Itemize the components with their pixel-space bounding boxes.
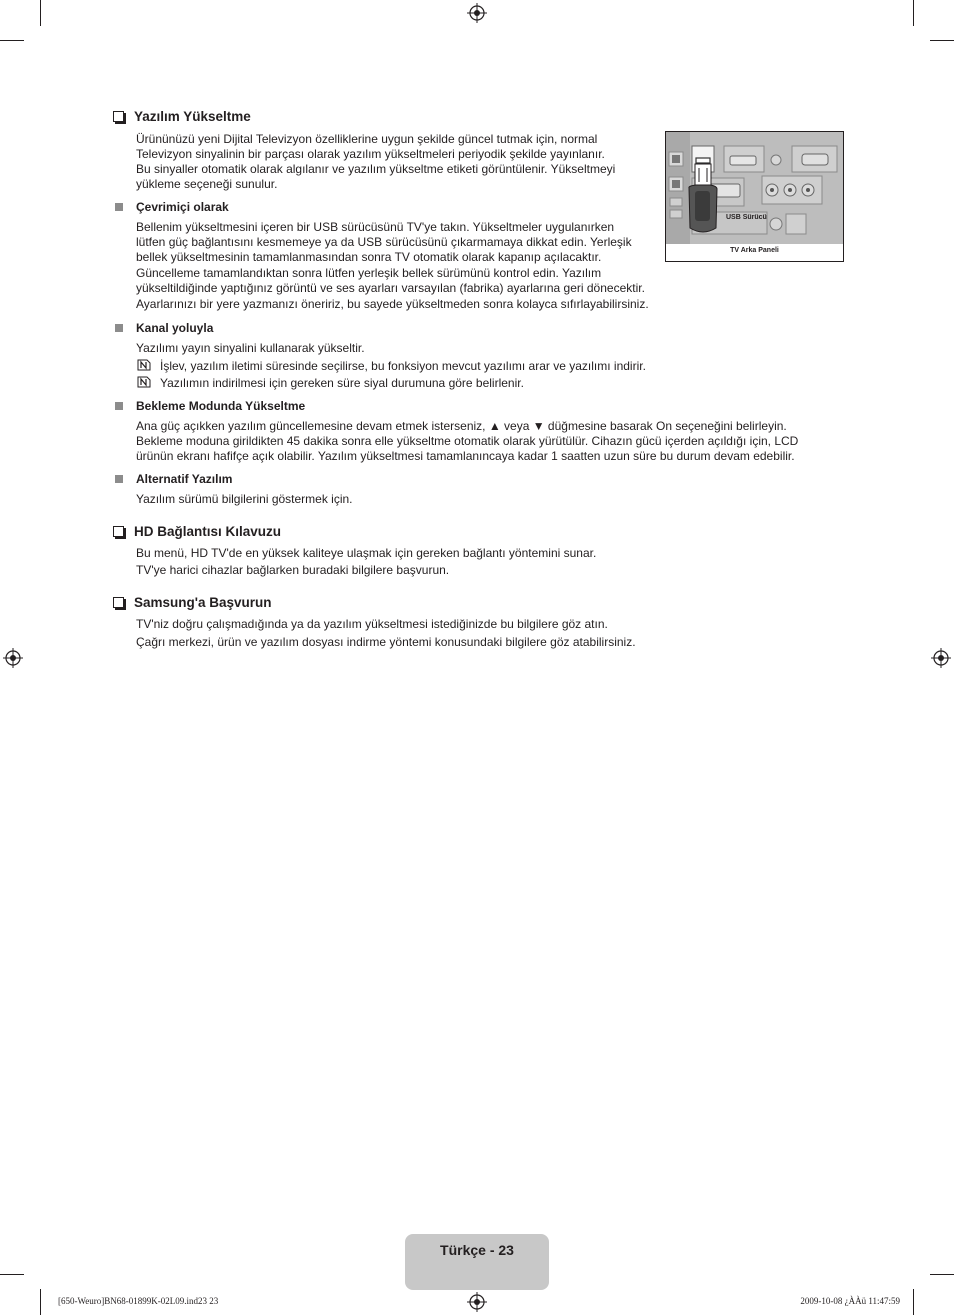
usb-drive-label: USB Sürücü xyxy=(726,214,767,221)
paragraph-line: Bekleme moduna girildikten 45 dakika sonra elle yükseltme otomatik olarak yürütülür. Cihazın gücü içerden açıldığı için, LCD xyxy=(136,434,799,448)
crop-mark xyxy=(0,40,24,41)
checkbox-bullet-icon xyxy=(113,111,124,122)
square-bullet-icon xyxy=(115,475,123,483)
tv-back-panel-figure xyxy=(665,131,844,262)
square-bullet-icon xyxy=(115,402,123,410)
print-slug-left: [650-Weuro]BN68-01899K-02L09.ind23 23 xyxy=(58,1296,219,1306)
paragraph-line: Bu sinyaller otomatik olarak algılanır ve yazılım yükseltme etiketi görüntülenir. Yükseltmeyi xyxy=(136,162,616,176)
crop-mark xyxy=(913,0,914,26)
paragraph-line: Çağrı merkezi, ürün ve yazılım dosyası indirme yöntemi konusundaki bilgilere göz atabilirsiniz. xyxy=(136,635,636,649)
paragraph-line: Yazılımı yayın sinyalini kullanarak yükseltir. xyxy=(136,341,365,355)
subheading-standby: Bekleme Modunda Yükseltme xyxy=(136,399,306,413)
checkbox-bullet-icon xyxy=(113,597,124,608)
section-heading-contact: Samsung'a Başvurun xyxy=(113,595,272,610)
paragraph-line: lütfen güç bağlantısını kesmemeye ya da USB sürücüsünü çıkarmamaya dikkat edin. Yerleşik xyxy=(136,235,632,249)
paragraph-line: Bellenim yükseltmesini içeren bir USB sürücüsünü TV'ye takın. Yükseltmeler uygulanırken xyxy=(136,220,615,234)
crop-mark xyxy=(40,1289,41,1315)
crop-mark xyxy=(930,40,954,41)
paragraph-line: yükseltildiğinde yaptığınız görüntü ve ses ayarları varsayılan (fabrika) ayarlarına geri dönecektir. xyxy=(136,281,645,295)
checkbox-bullet-icon xyxy=(113,526,124,537)
paragraph-line: Yazılım sürümü bilgilerini göstermek için. xyxy=(136,492,353,506)
paragraph-line: Ürününüzü yeni Dijital Televizyon özelliklerine uygun şekilde güncel tutmak için, normal xyxy=(136,132,598,146)
registration-mark-icon xyxy=(3,648,23,668)
note-icon xyxy=(137,376,151,388)
paragraph-line: Ana güç açıkken yazılım güncellemesine devam etmek isterseniz, ▲ veya ▼ düğmesine basarak On seçeneğini belirleyin. xyxy=(136,419,787,433)
tv-back-panel-illustration xyxy=(666,132,843,244)
paragraph-line: Televizyon sinyalinin bir parçası olarak yazılım yükseltmeleri periyodik şekilde yayınlanır. xyxy=(136,147,605,161)
section-heading-hd: HD Bağlantısı Kılavuzu xyxy=(113,524,281,539)
subheading-alternative: Alternatif Yazılım xyxy=(136,472,233,486)
section-heading-upgrade: Yazılım Yükseltme xyxy=(113,109,251,124)
paragraph-line: bellek yükseltmesinin tamamlanmasından sonra TV otomatik olarak kapanıp açılacaktır. xyxy=(136,250,602,264)
paragraph-line: Güncelleme tamamlandıktan sonra lütfen yerleşik bellek sürümünü kontrol edin. Yazılım xyxy=(136,266,602,280)
print-slug-right: 2009-10-08 ¿ÀÀü 11:47:59 xyxy=(800,1296,900,1306)
subheading-channel: Kanal yoluyla xyxy=(136,321,214,335)
crop-mark xyxy=(930,1274,954,1275)
registration-mark-icon xyxy=(467,1292,487,1312)
paragraph-line: ürünün ekranı hafifçe açık olabilir. Yazılım yükseltmesi tamamlanıncaya kadar 1 saatten uzun süre bu durum devam edebilir. xyxy=(136,449,795,463)
square-bullet-icon xyxy=(115,324,123,332)
note-line: İşlev, yazılım iletimi süresinde seçilirse, bu fonksiyon mevcut yazılımı arar ve yazılımı indirir. xyxy=(160,359,646,373)
crop-mark xyxy=(0,1274,24,1275)
subheading-online: Çevrimiçi olarak xyxy=(136,200,229,214)
crop-mark xyxy=(913,1289,914,1315)
note-line: Yazılımın indirilmesi için gereken süre siyal durumuna göre belirlenir. xyxy=(160,376,524,390)
note-icon xyxy=(137,359,151,371)
figure-caption: TV Arka Paneli xyxy=(730,247,779,254)
registration-mark-icon xyxy=(931,648,951,668)
page-number: Türkçe - 23 xyxy=(440,1242,514,1258)
paragraph-line: TV'ye harici cihazlar bağlarken buradaki bilgilere başvurun. xyxy=(136,563,450,577)
crop-mark xyxy=(40,0,41,26)
paragraph-line: TV'niz doğru çalışmadığında ya da yazılım yükseltmesi istediğinizde bu bilgilere göz atın. xyxy=(136,617,608,631)
registration-mark-icon xyxy=(467,3,487,23)
square-bullet-icon xyxy=(115,203,123,211)
paragraph-line: yükleme seçeneği sunulur. xyxy=(136,177,278,191)
page-number-tab xyxy=(405,1234,549,1290)
paragraph-line: Bu menü, HD TV'de en yüksek kaliteye ulaşmak için gereken bağlantı yöntemini sunar. xyxy=(136,546,597,560)
paragraph-line: Ayarlarınızı bir yere yazmanızı öneririz, bu sayede yükseltmeden sonra kolayca sıfırlayabilirsiniz. xyxy=(136,297,649,311)
